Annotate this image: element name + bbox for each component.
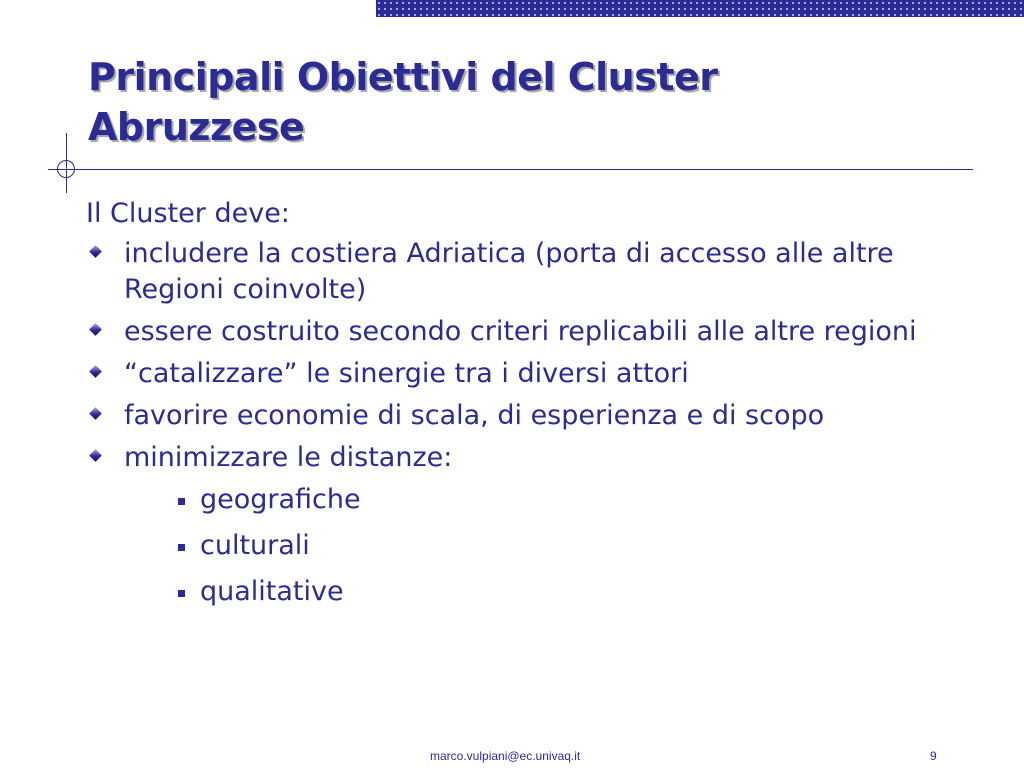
square-bullet-icon bbox=[178, 498, 185, 505]
title-underline-rule bbox=[48, 169, 973, 170]
bullet-item bbox=[86, 236, 986, 308]
sub-bullet-item bbox=[170, 574, 986, 610]
page-number: 9 bbox=[930, 749, 937, 763]
bullet-item bbox=[86, 398, 986, 434]
bullet-item bbox=[86, 440, 986, 610]
sub-bullet-text: culturali bbox=[200, 530, 310, 561]
slide-title-line-2: Abruzzese bbox=[88, 105, 305, 149]
diamond-bullet-icon bbox=[89, 449, 102, 462]
footer-email: marco.vulpiani@ec.univaq.it bbox=[430, 749, 581, 763]
diamond-bullet-icon bbox=[89, 365, 102, 378]
slide-title-line-1: Principali Obiettivi del Cluster bbox=[88, 55, 718, 99]
decorative-ring bbox=[57, 160, 75, 178]
square-bullet-icon bbox=[178, 544, 185, 551]
diamond-bullet-icon bbox=[89, 323, 102, 336]
diamond-bullet-icon bbox=[89, 407, 102, 420]
slide-title bbox=[88, 52, 968, 152]
intro-text: Il Cluster deve: bbox=[86, 198, 290, 229]
bullet-text: minimizzare le distanze: bbox=[124, 442, 453, 473]
bullet-item bbox=[86, 314, 986, 350]
sub-bullet-text: qualitative bbox=[200, 576, 344, 607]
diamond-bullet-icon bbox=[89, 245, 102, 258]
sub-bullet-list bbox=[124, 482, 986, 610]
bullet-list bbox=[86, 236, 986, 610]
decorative-top-band bbox=[376, 0, 1024, 17]
sub-bullet-item bbox=[170, 528, 986, 564]
bullet-item bbox=[86, 356, 986, 392]
bullet-text: includere la costiera Adriatica (porta di accesso alle altre Regioni coinvolte) bbox=[124, 238, 894, 305]
sub-bullet-item bbox=[170, 482, 986, 518]
sub-bullet-text: geografiche bbox=[200, 484, 361, 515]
bullet-text: “catalizzare” le sinergie tra i diversi attori bbox=[124, 358, 689, 389]
slide-body bbox=[86, 196, 986, 620]
square-bullet-icon bbox=[178, 590, 185, 597]
bullet-text: essere costruito secondo criteri replicabili alle altre regioni bbox=[124, 316, 917, 347]
bullet-text: favorire economie di scala, di esperienza e di scopo bbox=[124, 400, 825, 431]
